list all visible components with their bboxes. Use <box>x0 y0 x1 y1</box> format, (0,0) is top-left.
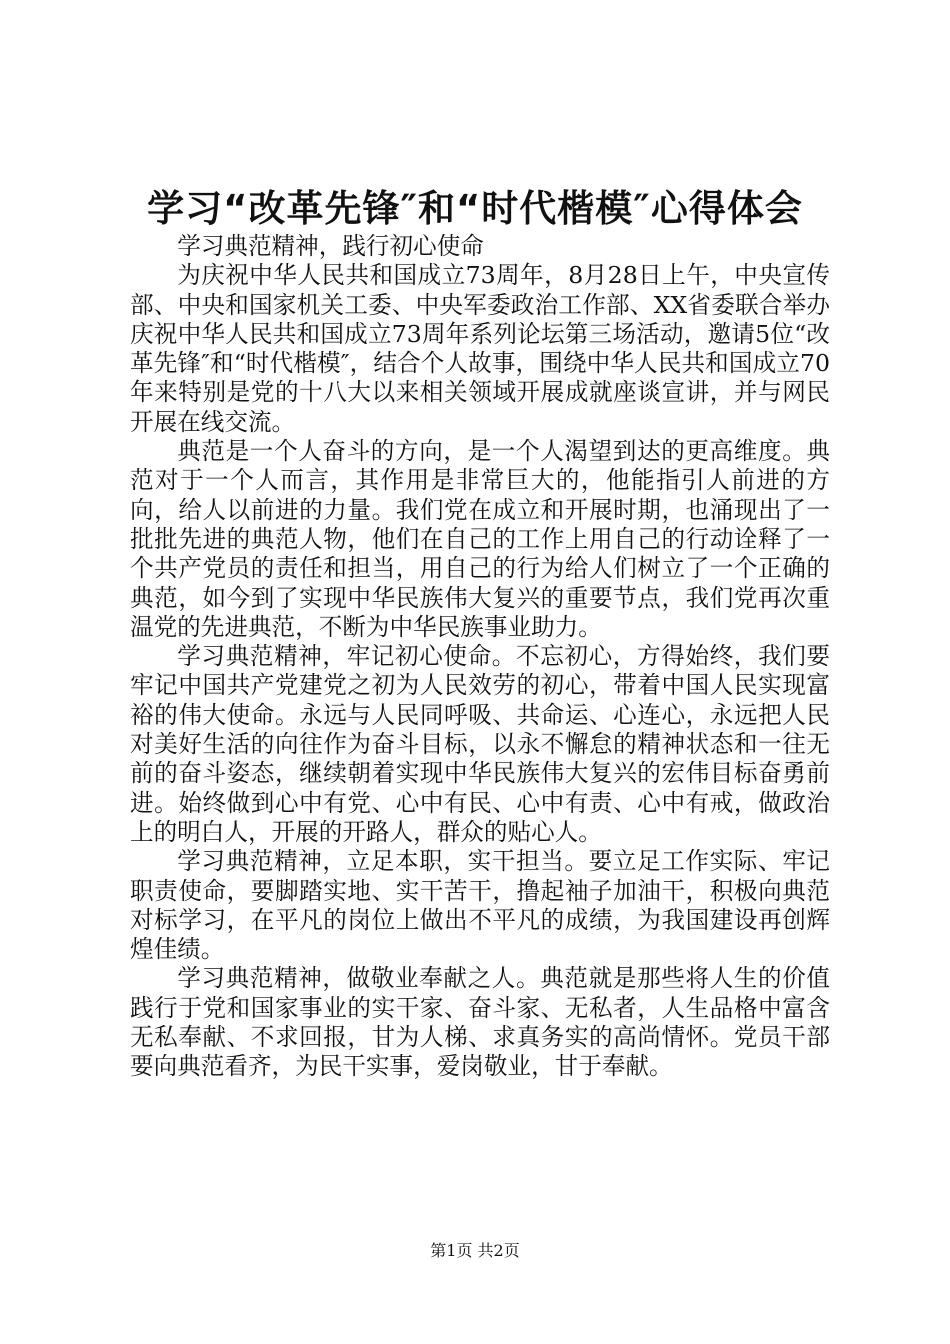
paragraph-dedication: 学习典范精神，做敬业奉献之人。典范就是那些将人生的价值践行于党和国家事业的实干家、奋斗家、无私者，人生品格中富含无私奉献、不求回报，甘为人梯、求真务实的高尚情怀。党员干部要向典范看齐，为民干实事，爱岗敬业，甘于奉献。 <box>130 964 830 1081</box>
page-number-footer: 第1页 共2页 <box>430 1241 520 1260</box>
document-title: 学习“改革先锋″和“时代楷模″心得体会 <box>147 187 803 230</box>
document-body <box>130 232 830 1082</box>
paragraph-intro: 为庆祝中华人民共和国成立73周年，8月28日上午，中央宣传部、中央和国家机关工委、中央军委政治工作部、XX省委联合举办庆祝中华人民共和国成立73周年系列论坛第三场活动，邀请5位“改革先锋″和“时代楷模″，结合个人故事，围绕中华人民共和国成立70年来特别是党的十八大以来相关领域开展成就座谈宣讲，并与网民开展在线交流。 <box>130 261 830 436</box>
paragraph-subheading: 学习典范精神，践行初心使命 <box>177 232 484 260</box>
paragraph-duty: 学习典范精神，立足本职，实干担当。要立足工作实际、牢记职责使命，要脚踏实地、实干苦干，撸起袖子加油干，积极向典范对标学习，在平凡的岗位上做出不平凡的成绩，为我国建设再创辉煌佳绩。 <box>130 847 830 964</box>
paragraph-role-model: 典范是一个人奋斗的方向，是一个人渴望到达的更高维度。典范对于一个人而言，其作用是非常巨大的，他能指引人前进的方向，给人以前进的力量。我们党在成立和开展时期，也涌现出了一批批先进的典范人物，他们在自己的工作上用自己的行动诠释了一个共产党员的责任和担当，用自己的行为给人们树立了一个正确的典范，如今到了实现中华民族伟大复兴的重要节点，我们党再次重温党的先进典范，不断为中华民族事业助力。 <box>130 437 830 641</box>
paragraph-original-mission: 学习典范精神，牢记初心使命。不忘初心，方得始终，我们要牢记中国共产党建党之初为人民效劳的初心，带着中国人民实现富裕的伟大使命。永远与人民同呼吸、共命运、心连心，永远把人民对美好生活的向往作为奋斗目标，以永不懈怠的精神状态和一往无前的奋斗姿态，继续朝着实现中华民族伟大复兴的宏伟目标奋勇前进。始终做到心中有党、心中有民、心中有责、心中有戒，做政治上的明白人，开展的开路人，群众的贴心人。 <box>130 642 830 846</box>
